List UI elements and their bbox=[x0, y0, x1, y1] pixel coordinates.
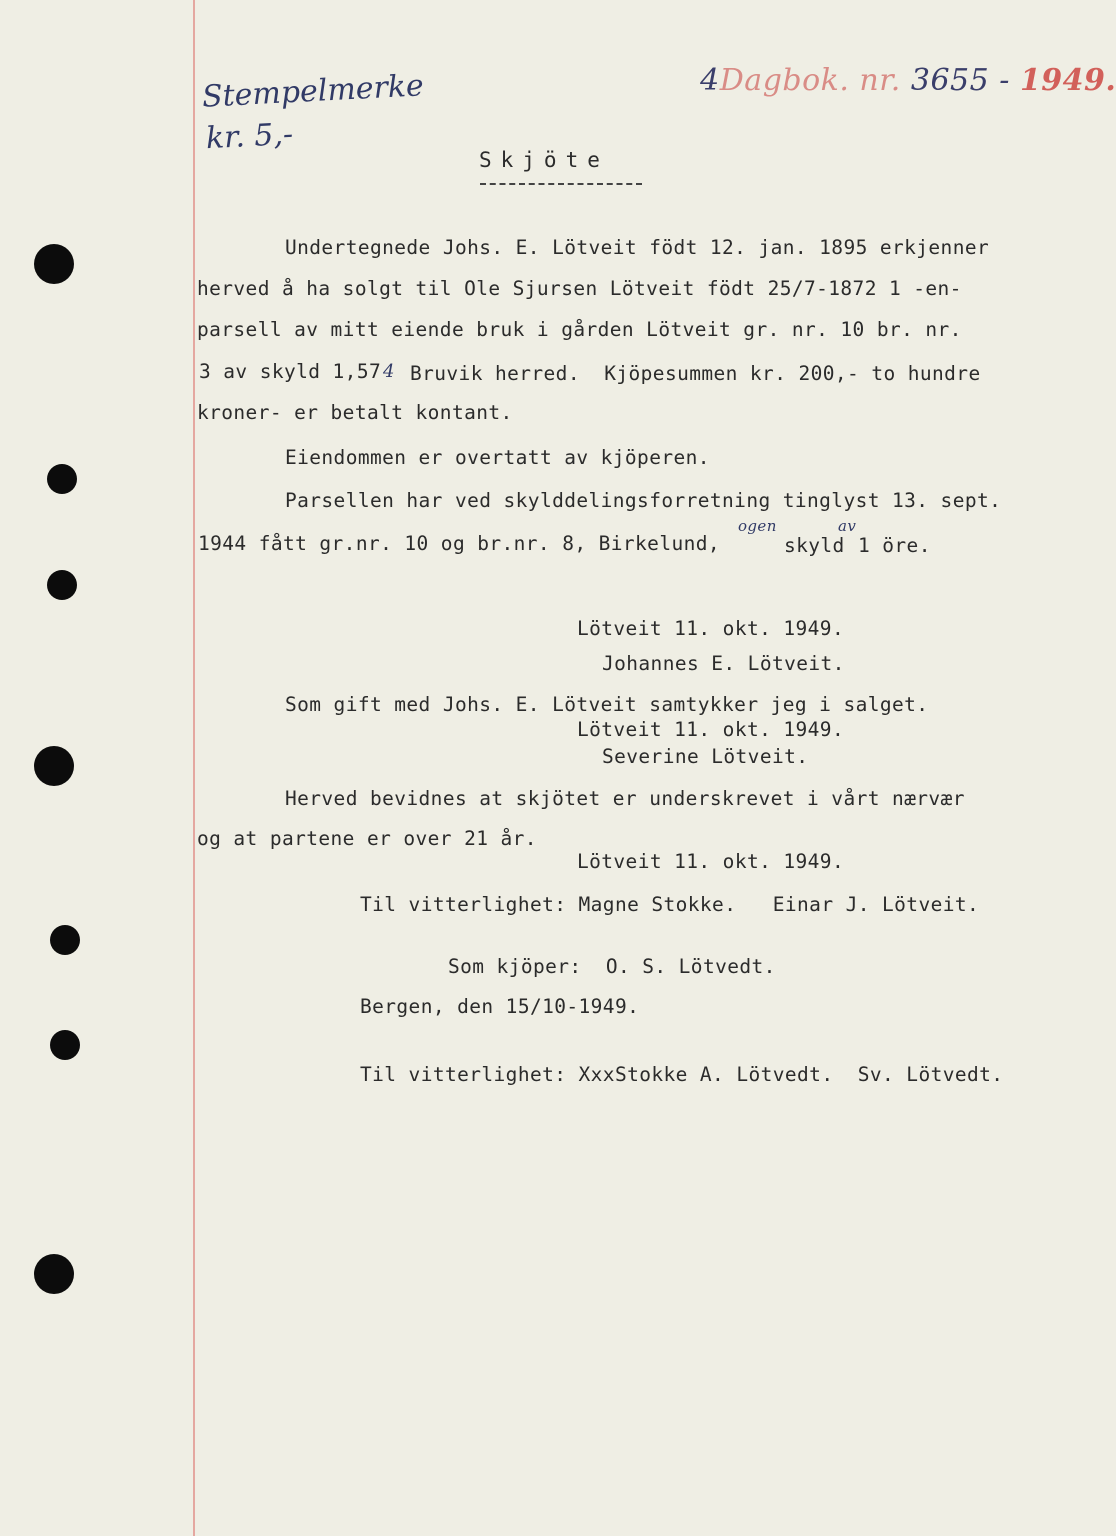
seller-signature: Johannes E. Lötveit. bbox=[602, 652, 845, 675]
body-line: 1 öre. bbox=[858, 534, 931, 557]
punch-hole bbox=[50, 1030, 80, 1060]
place-date: Lötveit 11. okt. 1949. bbox=[577, 718, 845, 741]
punch-hole bbox=[34, 244, 74, 284]
witness-statement: Herved bevidnes at skjötet er underskrevet i vårt nærvær bbox=[285, 787, 965, 810]
stamp-prefix: Dagbok. nr. bbox=[719, 63, 901, 98]
buyer-signature: Som kjöper: O. S. Lötvedt. bbox=[448, 955, 776, 978]
witnesses-line: Til vitterlighet: Magne Stokke. Einar J. Lötveit. bbox=[360, 893, 980, 916]
punch-hole bbox=[34, 1254, 74, 1294]
margin-note-line-1: Stempelmerke bbox=[201, 68, 425, 115]
body-line: 1944 fått gr.nr. 10 og br.nr. 8, Birkelund, bbox=[198, 532, 721, 555]
handwritten-insert-ogen: ogen bbox=[738, 517, 777, 535]
body-line: 3 av skyld 1,57 bbox=[199, 360, 382, 383]
body-line: Parsellen har ved skylddelingsforretning tinglyst 13. sept. bbox=[285, 489, 1002, 512]
spouse-signature: Severine Lötveit. bbox=[602, 745, 809, 768]
handwritten-insert-mark: 4 bbox=[383, 361, 395, 382]
stamp-separator: - bbox=[989, 63, 1020, 98]
place-date: Lötveit 11. okt. 1949. bbox=[577, 850, 845, 873]
body-line: parsell av mitt eiende bruk i gården Lötveit gr. nr. 10 br. nr. bbox=[197, 318, 962, 341]
witnesses-line: Til vitterlighet: XxxStokke A. Lötvedt. Sv. Lötvedt. bbox=[360, 1063, 1004, 1086]
handwritten-insert-av: av bbox=[838, 517, 857, 535]
body-line: kroner- er betalt kontant. bbox=[197, 401, 513, 424]
witness-statement: og at partene er over 21 år. bbox=[197, 827, 537, 850]
stamp-year: 1949. bbox=[1019, 63, 1116, 98]
punch-hole bbox=[34, 746, 74, 786]
body-line: Bruvik herred. Kjöpesummen kr. 200,- to hundre bbox=[410, 362, 981, 385]
diary-number-stamp: 4Dagbok. nr. 3655 - 1949. bbox=[700, 63, 1116, 98]
body-line: skyld bbox=[784, 534, 845, 557]
body-line: Undertegnede Johs. E. Lötveit födt 12. jan. 1895 erkjenner bbox=[285, 236, 990, 259]
place-date: Lötveit 11. okt. 1949. bbox=[577, 617, 845, 640]
document-title: Skjöte bbox=[479, 148, 609, 172]
body-line: Eiendommen er overtatt av kjöperen. bbox=[285, 446, 710, 469]
margin-note-line-2: kr. 5,- bbox=[205, 116, 294, 157]
punch-hole bbox=[50, 925, 80, 955]
punch-hole bbox=[47, 464, 77, 494]
title-underline bbox=[480, 183, 642, 185]
body-line: herved å ha solgt til Ole Sjursen Lötveit födt 25/7-1872 1 -en- bbox=[197, 277, 962, 300]
stamp-number: 3655 bbox=[910, 63, 990, 98]
place-date: Bergen, den 15/10-1949. bbox=[360, 995, 640, 1018]
red-margin-line bbox=[193, 0, 195, 1536]
punch-hole bbox=[47, 570, 77, 600]
consent-line: Som gift med Johs. E. Lötveit samtykker jeg i salget. bbox=[285, 693, 929, 716]
